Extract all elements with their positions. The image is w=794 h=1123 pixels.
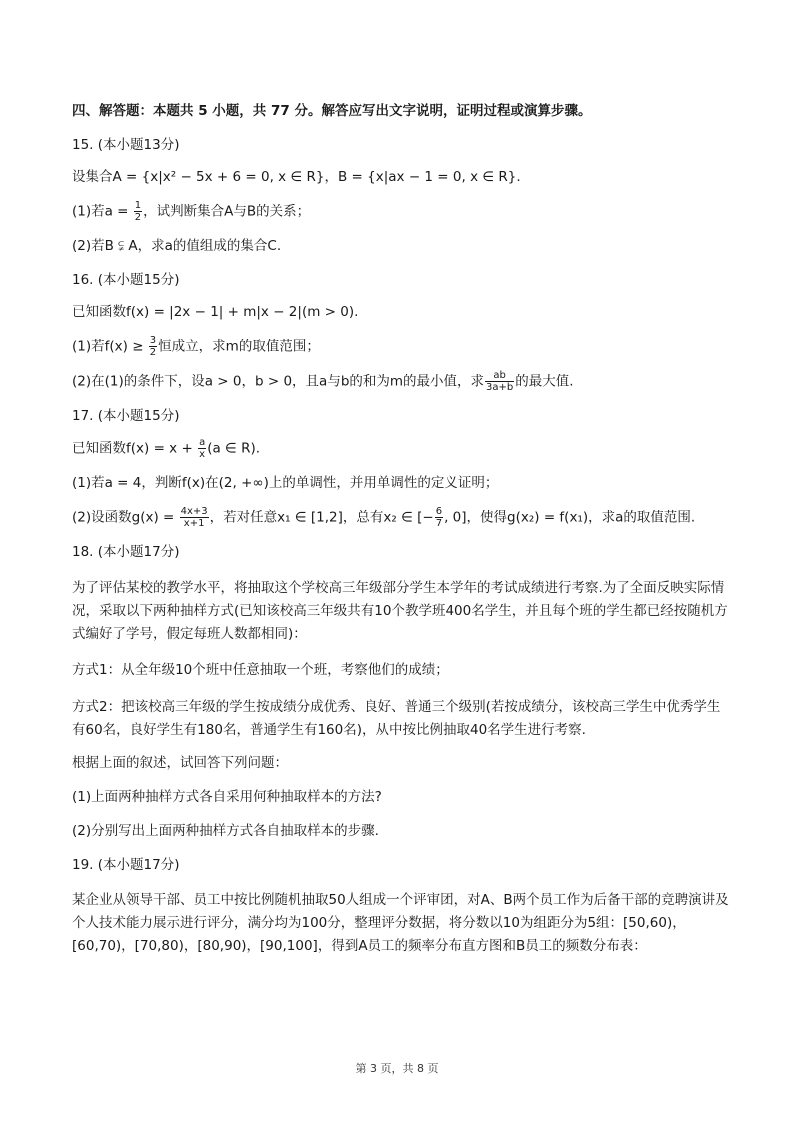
q18-part2: (2)分别写出上面两种抽样方式各自抽取样本的步骤. [72,822,379,839]
q15-part1 [72,200,732,223]
q15-part1-post: ，试判断集合A与B的关系； [143,203,311,220]
q15-frac-den: 2 [134,212,142,223]
q15-frac-num: 1 [134,200,142,211]
q16-part1-post: 恒成立，求m的取值范围； [158,338,320,355]
q15-part2: (2)若B ⫋ A，求a的值组成的集合C. [72,238,282,254]
q16-frac1-den: 2 [149,347,157,358]
q16-heading: 16. (本小题15分) [72,272,180,288]
q17-stem-pre: 已知函数f(x) = x + [72,440,198,457]
q17-part2-post: , 0]，使得g(x₂) = f(x₁)，求a的取值范围. [444,509,696,526]
q18-part1: (1)上面两种抽样方式各自采用何种抽取样本的方法? [72,788,382,805]
q17-part2 [72,506,732,529]
q17-frac2-den: x+1 [183,518,205,529]
q19-stem: 某企业从领导干部、员工中按比例随机抽取50人组成一个评审团，对A、B两个员工作为后备干部的竞聘演讲及个人技术能力展示进行评分，满分均为100分，整理评分数据，将分数以10为组距分为5组：[50,60)，[60,70)，[70,80)，[80,90)，[90,100]，得到A员工的频率分布直方图和B员工的频数分布表： [72,892,729,954]
q17-frac2-num: 4x+3 [180,506,208,517]
q15-part1-pre: (1)若a = [72,203,133,220]
q16-fraction-2 [485,370,514,393]
q16-part2 [72,370,732,393]
page-content [72,100,732,968]
q17-stem-post: (a ∈ R). [207,440,261,457]
q16-part1-pre: (1)若f(x) ≥ [72,338,148,355]
q16-frac2-den: 3a+b [486,382,514,393]
q15-heading: 15. (本小题13分) [72,137,180,153]
q15-fraction [134,200,142,223]
q16-stem: 已知函数f(x) = |2x − 1| + m|x − 2|(m > 0). [72,304,359,320]
q17-part2-pre: (2)设函数g(x) = [72,509,179,526]
q16-frac1-num: 3 [149,335,157,346]
q17-frac3-num: 6 [435,506,443,517]
q16-fraction-1 [149,335,157,358]
q19-heading: 19. (本小题17分) [72,856,180,873]
q17-stem [72,437,732,460]
q17-frac3-den: 7 [435,518,443,529]
q18-heading: 18. (本小题17分) [72,544,180,560]
q17-part1: (1)若a = 4，判断f(x)在(2, +∞)上的单调性，并用单调性的定义证明； [72,475,499,491]
q17-fraction-2 [180,506,209,529]
q16-part2-post: 的最大值. [515,373,574,390]
q17-frac1-num: a [199,437,206,448]
q18-way1: 方式1：从全年级10个班中任意抽取一个班，考察他们的成绩； [72,662,449,678]
q16-part1 [72,335,732,358]
q18-intro: 为了评估某校的教学水平，将抽取这个学校高三年级部分学生本学年的考试成绩进行考察.为了全面反映实际情况，采取以下两种抽样方式(已知该校高三年级共有10个教学班400名学生，并且每个班的学生都已经按随机方式编好了学号，假定每班人数都相同)： [72,579,728,642]
q17-frac1-den: x [199,449,206,460]
q17-fraction-1 [198,437,206,460]
q17-part2-mid: ，若对任意x₁ ∈ [1,2]，总有x₂ ∈ [− [209,509,434,526]
q16-part2-pre: (2)在(1)的条件下，设a > 0，b > 0，且a与b的和为m的最小值，求 [72,373,485,390]
q16-frac2-num: ab [485,370,514,382]
q17-fraction-3 [435,506,443,529]
page-footer: 第 3 页，共 8 页 [355,1062,439,1075]
q18-way2: 方式2：把该校高三年级的学生按成绩分成优秀、良好、普通三个级别(若按成绩分，该校高三学生中优秀学生有60名，良好学生有180名，普通学生有160名)，从中按比例抽取40名学生进行考察. [72,698,721,738]
q17-heading: 17. (本小题15分) [72,408,180,424]
q18-ask: 根据上面的叙述，试回答下列问题： [72,754,288,771]
q15-stem: 设集合A = {x|x² − 5x + 6 = 0, x ∈ R}，B = {x|ax − 1 = 0, x ∈ R}. [72,169,521,185]
section-header: 四、解答题：本题共 5 小题，共 77 分。解答应写出文字说明，证明过程或演算步骤。 [72,103,592,119]
